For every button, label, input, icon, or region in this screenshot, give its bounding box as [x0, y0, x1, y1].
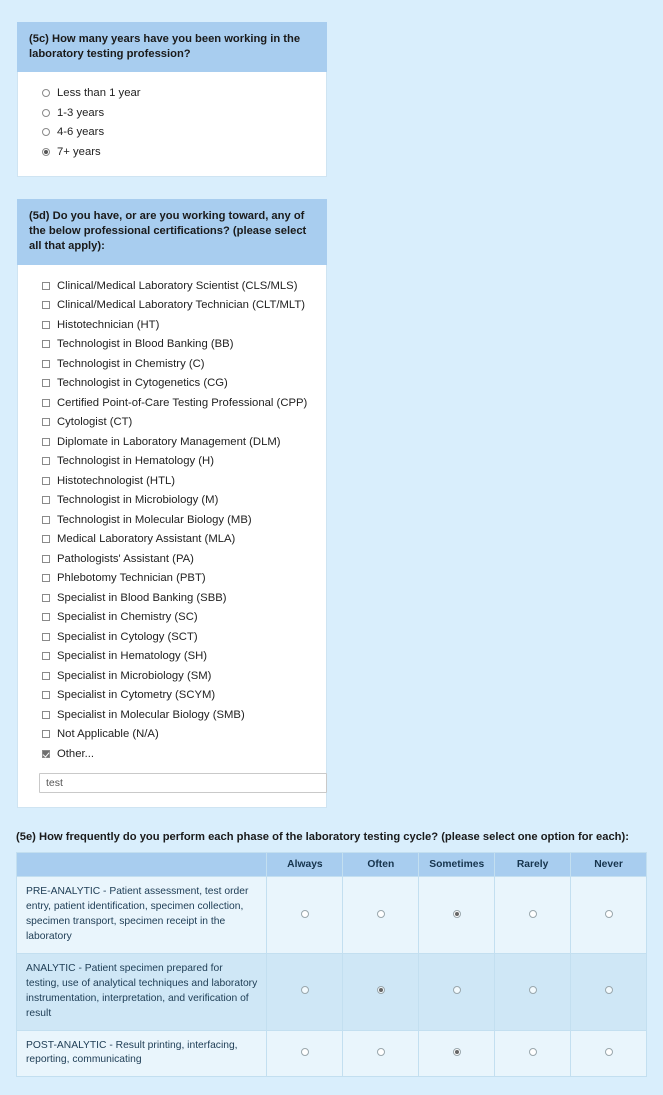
radio-icon-selected[interactable] [42, 148, 50, 156]
checkbox-option-row[interactable] [28, 511, 316, 531]
section-spacer [0, 177, 663, 199]
section-spacer [0, 808, 663, 830]
matrix-col-rarely: Rarely [495, 853, 571, 877]
checkbox-icon[interactable] [42, 496, 50, 504]
checkbox-option-row[interactable] [28, 589, 316, 609]
checkbox-option-row[interactable] [28, 667, 316, 687]
question-5d-text: (5d) Do you have, or are you working toward, any of the below professional certifications? (please select all that apply): [29, 210, 307, 253]
matrix-body [17, 877, 647, 1077]
matrix-header [17, 853, 647, 877]
radio-icon[interactable] [42, 128, 50, 136]
question-5c-text: (5c) How many years have you been working in the laboratory testing profession? [29, 33, 301, 61]
option-label: Technologist in Blood Banking (BB) [57, 338, 234, 351]
radio-icon[interactable] [605, 986, 613, 994]
checkbox-option-row[interactable] [28, 433, 316, 453]
checkbox-option-row[interactable] [28, 452, 316, 472]
option-label: Medical Laboratory Assistant (MLA) [57, 533, 236, 546]
option-label: Technologist in Cytogenetics (CG) [57, 377, 228, 390]
checkbox-icon[interactable] [42, 613, 50, 621]
checkbox-option-row[interactable] [28, 647, 316, 667]
radio-icon[interactable] [301, 986, 309, 994]
option-label: Specialist in Hematology (SH) [57, 650, 208, 663]
matrix-row-label: ANALYTIC - Patient specimen prepared for testing, use of analytical techniques and laboratory instrumentation, interpretation, and verification of result [17, 953, 267, 1030]
checkbox-icon[interactable] [42, 730, 50, 738]
radio-icon[interactable] [605, 1048, 613, 1056]
question-5c-header [17, 22, 327, 72]
matrix-col-always: Always [267, 853, 343, 877]
checkbox-option-row[interactable] [28, 608, 316, 628]
matrix-cell[interactable] [571, 877, 647, 954]
checkbox-icon[interactable] [42, 672, 50, 680]
option-label: 7+ years [57, 145, 101, 158]
question-5d-header [17, 199, 327, 264]
checkbox-option-row[interactable] [28, 472, 316, 492]
option-label: Not Applicable (N/A) [57, 728, 159, 741]
radio-icon[interactable] [529, 910, 537, 918]
option-label: Pathologists' Assistant (PA) [57, 552, 194, 565]
checkbox-icon[interactable] [42, 574, 50, 582]
option-label: Phlebotomy Technician (PBT) [57, 572, 206, 585]
frequency-matrix-table [16, 852, 647, 1077]
checkbox-icon-checked[interactable] [42, 750, 50, 758]
option-label: Diplomate in Laboratory Management (DLM) [57, 435, 281, 448]
top-spacer [0, 0, 663, 22]
question-5d-card [17, 265, 327, 809]
matrix-row-post-analytic [17, 1030, 647, 1077]
checkbox-icon[interactable] [42, 438, 50, 446]
radio-option-row[interactable] [28, 84, 316, 104]
option-label: Specialist in Microbiology (SM) [57, 669, 212, 682]
matrix-cell[interactable] [495, 953, 571, 1030]
radio-icon-selected[interactable] [377, 986, 385, 994]
checkbox-option-row[interactable] [28, 686, 316, 706]
option-label: Histotechnician (HT) [57, 318, 160, 331]
radio-icon[interactable] [529, 986, 537, 994]
radio-icon[interactable] [301, 910, 309, 918]
question-5e-text: (5e) How frequently do you perform each phase of the laboratory testing cycle? (please select one option for each): [16, 831, 629, 844]
radio-icon[interactable] [377, 910, 385, 918]
bottom-spacer [0, 1077, 663, 1095]
checkbox-option-row[interactable] [28, 628, 316, 648]
checkbox-icon[interactable] [42, 691, 50, 699]
matrix-row-label: PRE-ANALYTIC - Patient assessment, test order entry, patient identification, specimen collection, specimen transport, specimen receipt in the laboratory [17, 877, 267, 954]
checkbox-icon[interactable] [42, 360, 50, 368]
option-label: Technologist in Hematology (H) [57, 455, 214, 468]
option-label: Specialist in Molecular Biology (SMB) [57, 708, 245, 721]
option-label: Less than 1 year [57, 87, 141, 100]
radio-icon[interactable] [529, 1048, 537, 1056]
checkbox-option-row[interactable] [28, 569, 316, 589]
radio-icon[interactable] [605, 910, 613, 918]
checkbox-option-row[interactable] [28, 706, 316, 726]
checkbox-option-row[interactable] [28, 413, 316, 433]
radio-icon[interactable] [377, 1048, 385, 1056]
checkbox-option-row[interactable] [28, 374, 316, 394]
matrix-cell[interactable] [571, 953, 647, 1030]
checkbox-icon[interactable] [42, 379, 50, 387]
option-label: Technologist in Microbiology (M) [57, 494, 219, 507]
checkbox-option-row[interactable] [28, 335, 316, 355]
checkbox-option-row[interactable] [28, 316, 316, 336]
option-label: 4-6 years [57, 126, 105, 139]
radio-option-row[interactable] [28, 104, 316, 124]
checkbox-option-row[interactable] [28, 394, 316, 414]
matrix-header-row [17, 853, 647, 877]
matrix-corner-header [17, 853, 267, 877]
checkbox-icon[interactable] [42, 457, 50, 465]
checkbox-option-row[interactable] [28, 550, 316, 570]
option-label: Certified Point-of-Care Testing Professional (CPP) [57, 396, 308, 409]
question-5d-options [18, 265, 326, 808]
checkbox-icon[interactable] [42, 652, 50, 660]
checkbox-option-row[interactable] [28, 296, 316, 316]
matrix-cell[interactable] [495, 877, 571, 954]
question-5c-options [18, 72, 326, 176]
question-5c-card [17, 72, 327, 177]
matrix-cell[interactable] [419, 953, 495, 1030]
checkbox-icon[interactable] [42, 555, 50, 563]
option-label: Specialist in Cytometry (SCYM) [57, 689, 216, 702]
checkbox-option-row-other[interactable] [28, 745, 316, 765]
checkbox-icon[interactable] [42, 516, 50, 524]
checkbox-option-row[interactable] [28, 355, 316, 375]
option-label: Cytologist (CT) [57, 416, 133, 429]
radio-icon[interactable] [42, 109, 50, 117]
matrix-cell[interactable] [571, 1030, 647, 1077]
option-label: Other... [57, 747, 95, 760]
checkbox-option-row[interactable] [28, 725, 316, 745]
matrix-col-often: Often [343, 853, 419, 877]
matrix-row-pre-analytic [17, 877, 647, 954]
checkbox-icon[interactable] [42, 633, 50, 641]
other-certification-input[interactable] [39, 773, 327, 793]
checkbox-icon[interactable] [42, 301, 50, 309]
checkbox-option-row[interactable] [28, 277, 316, 297]
matrix-cell[interactable] [343, 953, 419, 1030]
matrix-row-analytic [17, 953, 647, 1030]
matrix-col-never: Never [571, 853, 647, 877]
radio-icon[interactable] [301, 1048, 309, 1056]
matrix-cell[interactable] [343, 877, 419, 954]
matrix-cell[interactable] [343, 1030, 419, 1077]
question-5e-text-wrap [0, 830, 663, 852]
checkbox-option-row[interactable] [28, 530, 316, 550]
radio-option-row[interactable] [28, 143, 316, 163]
matrix-cell[interactable] [267, 877, 343, 954]
checkbox-icon[interactable] [42, 282, 50, 290]
matrix-cell[interactable] [495, 1030, 571, 1077]
matrix-cell[interactable] [419, 1030, 495, 1077]
matrix-cell[interactable] [267, 1030, 343, 1077]
checkbox-icon[interactable] [42, 418, 50, 426]
checkbox-icon[interactable] [42, 711, 50, 719]
option-label: Histotechnologist (HTL) [57, 474, 176, 487]
option-label: Clinical/Medical Laboratory Scientist (CLS/MLS) [57, 279, 298, 292]
matrix-row-label: POST-ANALYTIC - Result printing, interfacing, reporting, communicating [17, 1030, 267, 1077]
matrix-cell[interactable] [419, 877, 495, 954]
matrix-cell[interactable] [267, 953, 343, 1030]
radio-icon-selected[interactable] [453, 1048, 461, 1056]
radio-icon-selected[interactable] [453, 910, 461, 918]
checkbox-icon[interactable] [42, 399, 50, 407]
checkbox-option-row[interactable] [28, 491, 316, 511]
checkbox-icon[interactable] [42, 535, 50, 543]
option-label: 1-3 years [57, 106, 105, 119]
radio-icon[interactable] [42, 89, 50, 97]
radio-option-row[interactable] [28, 123, 316, 143]
option-label: Technologist in Chemistry (C) [57, 357, 205, 370]
option-label: Specialist in Chemistry (SC) [57, 611, 198, 624]
option-label: Clinical/Medical Laboratory Technician (CLT/MLT) [57, 299, 305, 312]
option-label: Specialist in Blood Banking (SBB) [57, 591, 227, 604]
matrix-col-sometimes: Sometimes [419, 853, 495, 877]
checkbox-icon[interactable] [42, 340, 50, 348]
option-label: Technologist in Molecular Biology (MB) [57, 513, 252, 526]
option-label: Specialist in Cytology (SCT) [57, 630, 198, 643]
checkbox-icon[interactable] [42, 477, 50, 485]
radio-icon[interactable] [453, 986, 461, 994]
checkbox-icon[interactable] [42, 321, 50, 329]
checkbox-icon[interactable] [42, 594, 50, 602]
